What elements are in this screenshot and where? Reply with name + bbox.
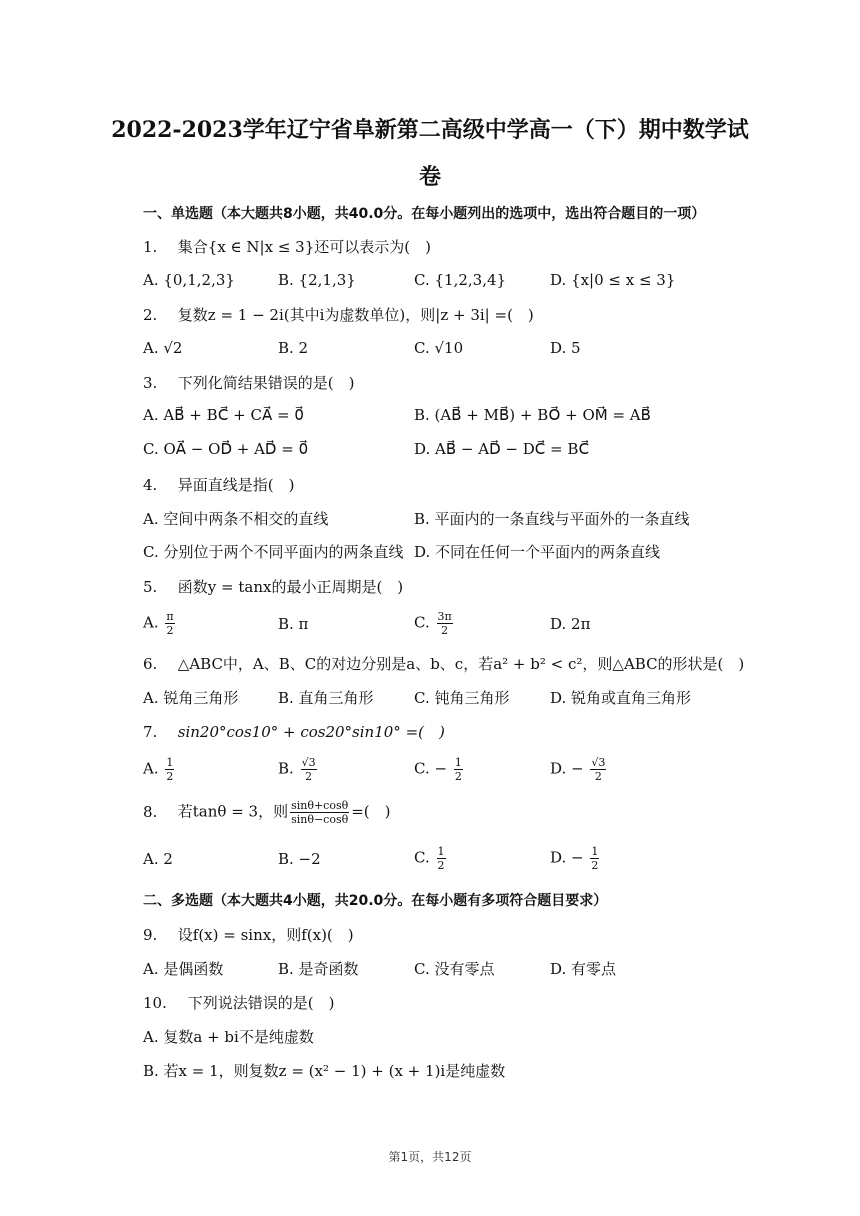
question-text: 集合{x ∈ N|x ≤ 3}还可以表示为( ) [177, 238, 431, 256]
denominator: 2 [441, 624, 449, 637]
document-title: 2022-2023学年辽宁省阜新第二高级中学高一（下）期中数学试 [111, 117, 749, 143]
numerator: 1 [437, 845, 445, 858]
option-c: C. 钝角三角形 [414, 689, 510, 707]
option-d: D. 不同在任何一个平面内的两条直线 [414, 543, 661, 561]
option-label: C. [414, 848, 430, 867]
option-c [414, 756, 465, 783]
option-label: D. − [550, 848, 584, 867]
denominator: 2 [166, 624, 174, 637]
question-text: 下列说法错误的是( ) [187, 994, 335, 1012]
denominator: 2 [305, 770, 313, 783]
question-number: 10. [143, 994, 167, 1012]
option-d [550, 845, 601, 872]
question-3 [143, 372, 355, 393]
option-label: C. [414, 613, 430, 632]
fraction [165, 610, 174, 637]
option-a: A. 2 [143, 850, 173, 868]
option-b: B. π [278, 615, 309, 633]
fraction [437, 610, 453, 637]
fraction [165, 756, 174, 783]
document-title-continued: 卷 [418, 164, 441, 190]
numerator: 3π [437, 610, 452, 623]
denominator: 2 [594, 770, 602, 783]
option-b: B. 若x = 1，则复数z = (x² − 1) + (x + 1)i是纯虚数 [143, 1062, 506, 1080]
option-label: A. [143, 613, 159, 632]
question-number: 8. [143, 802, 158, 821]
numerator: sinθ+cosθ [291, 799, 349, 812]
page-footer: 第1页，共12页 [388, 1150, 472, 1164]
denominator: sinθ−cosθ [291, 813, 349, 826]
question-6 [143, 653, 744, 674]
numerator: √3 [591, 756, 606, 769]
section-heading-single-choice: 一、单选题（本大题共8小题，共40.0分。在每小题列出的选项中，选出符合题目的一项） [143, 206, 706, 222]
option-c [414, 845, 448, 872]
question-text: 下列化简结果错误的是( ) [177, 374, 355, 392]
denominator: 2 [454, 770, 462, 783]
question-text: 若tanθ = 3，则 [177, 802, 289, 821]
question-text: sin20°cos10° + cos20°sin10° =( ) [177, 723, 445, 741]
option-a: A. {0,1,2,3} [143, 271, 235, 289]
question-text: 复数z = 1 − 2i(其中i为虚数单位)，则|z + 3i| =( ) [177, 306, 534, 324]
question-8 [143, 799, 391, 826]
question-number: 9. [143, 926, 158, 944]
option-b: B. {2,1,3} [278, 271, 356, 289]
question-1 [143, 236, 431, 257]
question-text: 设f(x) = sinx，则f(x)( ) [177, 926, 354, 944]
option-b [278, 756, 319, 783]
option-d: D. 5 [550, 339, 581, 357]
option-a: A. 复数a + bi不是纯虚数 [143, 1028, 314, 1046]
fraction [290, 799, 349, 826]
section-heading-multiple-choice: 二、多选题（本大题共4小题，共20.0分。在每小题有多项符合题目要求） [143, 893, 608, 909]
question-number: 2. [143, 306, 158, 324]
option-c: C. 分别位于两个不同平面内的两条直线 [143, 543, 404, 561]
option-d: D. 锐角或直角三角形 [550, 689, 692, 707]
question-4 [143, 474, 295, 495]
option-b: B. (AB⃗ + MB⃗) + BO⃗ + OM⃗ = AB⃗ [414, 406, 651, 424]
fraction [590, 756, 606, 783]
option-a: A. 空间中两条不相交的直线 [143, 510, 329, 528]
numerator: 1 [454, 756, 462, 769]
question-number: 7. [143, 723, 158, 741]
option-a: A. √2 [143, 339, 183, 357]
question-text: 异面直线是指( ) [177, 476, 295, 494]
option-b: B. 直角三角形 [278, 689, 374, 707]
option-a: A. AB⃗ + BC⃗ + CA⃗ = 0⃗ [143, 406, 304, 424]
denominator: 2 [591, 859, 599, 872]
question-10 [143, 992, 335, 1013]
numerator: √3 [301, 756, 316, 769]
option-d: D. 有零点 [550, 960, 617, 978]
option-b: B. 是奇函数 [278, 960, 359, 978]
option-b: B. 平面内的一条直线与平面外的一条直线 [414, 510, 690, 528]
question-9 [143, 924, 354, 945]
question-2 [143, 304, 534, 325]
option-c: C. √10 [414, 339, 464, 357]
option-c [414, 610, 455, 637]
option-c: C. {1,2,3,4} [414, 271, 507, 289]
option-d: D. 2π [550, 615, 591, 633]
question-number: 4. [143, 476, 158, 494]
option-b: B. −2 [278, 850, 321, 868]
option-a [143, 610, 177, 637]
question-text: 函数y = tanx的最小正周期是( ) [177, 578, 404, 596]
question-text: △ABC中，A、B、C的对边分别是a、b、c，若a² + b² < c²，则△ABC的形状是( ) [177, 655, 745, 673]
fraction [454, 756, 463, 783]
question-7 [143, 721, 445, 742]
option-a: A. 是偶函数 [143, 960, 224, 978]
option-d: D. {x|0 ≤ x ≤ 3} [550, 271, 676, 289]
option-label: D. − [550, 759, 584, 778]
option-d: D. AB⃗ − AD⃗ − DC⃗ = BC⃗ [414, 440, 590, 458]
fraction [590, 845, 599, 872]
option-d [550, 756, 608, 783]
question-number: 5. [143, 578, 158, 596]
question-number: 6. [143, 655, 158, 673]
option-label: B. [278, 759, 294, 778]
question-number: 1. [143, 238, 158, 256]
question-number: 3. [143, 374, 158, 392]
fraction [437, 845, 446, 872]
option-label: A. [143, 759, 159, 778]
option-c: C. OA⃗ − OD⃗ + AD⃗ = 0⃗ [143, 440, 309, 458]
denominator: 2 [437, 859, 445, 872]
option-c: C. 没有零点 [414, 960, 495, 978]
option-b: B. 2 [278, 339, 309, 357]
option-label: C. − [414, 759, 448, 778]
question-5 [143, 576, 403, 597]
question-text-end: =( ) [351, 802, 391, 821]
numerator: π [166, 610, 174, 623]
numerator: 1 [591, 845, 599, 858]
denominator: 2 [166, 770, 174, 783]
numerator: 1 [166, 756, 174, 769]
fraction [301, 756, 317, 783]
option-a [143, 756, 176, 783]
option-a: A. 锐角三角形 [143, 689, 239, 707]
